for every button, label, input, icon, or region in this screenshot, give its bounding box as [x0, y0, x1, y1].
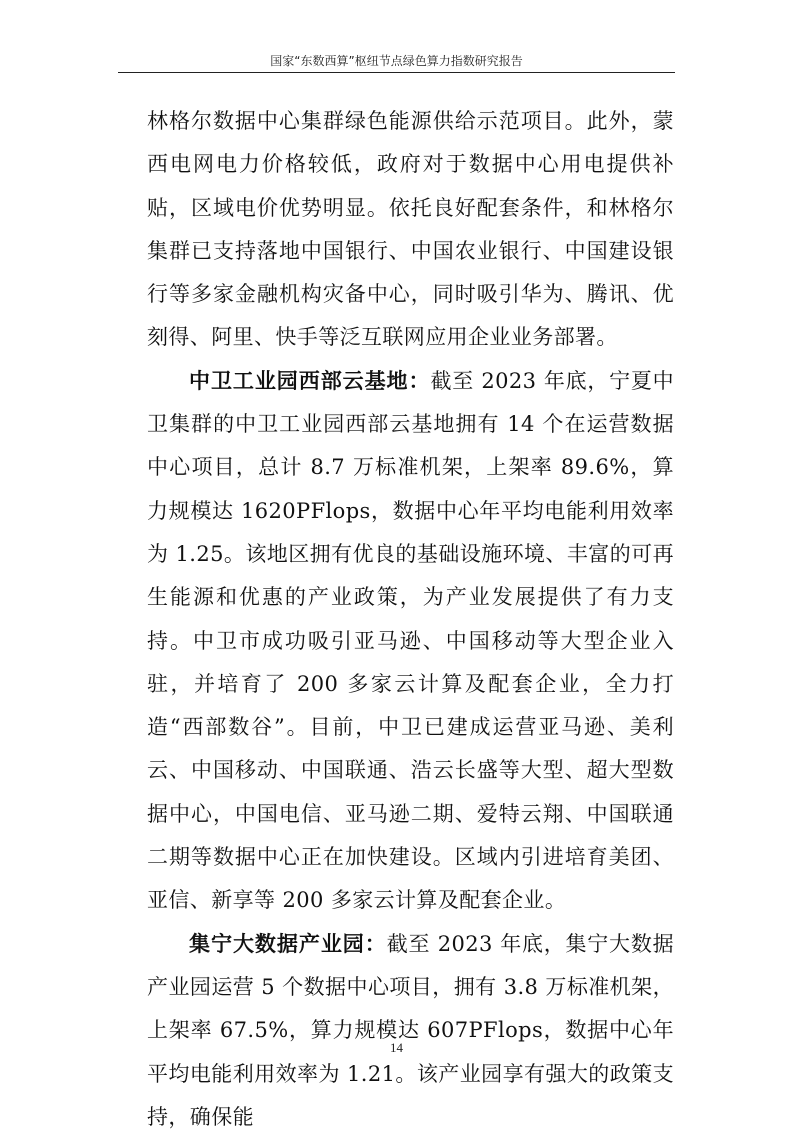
paragraph-lead-heading: 中卫工业园西部云基地：	[189, 368, 431, 393]
paragraph-lead-heading: 集宁大数据产业园：	[189, 931, 387, 956]
paragraph-continuation	[147, 100, 674, 360]
paragraph-zhongwei	[147, 360, 674, 923]
paragraph-text: 林格尔数据中心集群绿色能源供给示范项目。此外，蒙西电网电力价格较低，政府对于数据中心用电提供补贴，区域电价优势明显。依托良好配套条件，和林格尔集群已支持落地中国银行、中国农业银行、中国建设银行等多家金融机构灾备中心，同时吸引华为、腾讯、优刻得、阿里、快手等泛互联网应用企业业务部署。	[147, 109, 674, 350]
body-text	[147, 100, 674, 1139]
paragraph-text: 截至 2023 年底，集宁大数据产业园运营 5 个数据中心项目，拥有 3.8 万标准机架，上架率 67.5%，算力规模达 607PFlops，数据中心年平均电能利用效率为 1.21。该产业园享有强大的政策支持，确保能	[147, 931, 674, 1129]
header-rule	[118, 72, 675, 73]
page-header: 国家“东数西算”枢纽节点绿色算力指数研究报告	[270, 54, 523, 68]
page-number: 14	[390, 1040, 403, 1055]
paragraph-jining	[147, 923, 674, 1139]
paragraph-text: 截至 2023 年底，宁夏中卫集群的中卫工业园西部云基地拥有 14 个在运营数据中心项目，总计 8.7 万标准机架，上架率 89.6%，算力规模达 1620PFlops，数据中心年平均电能利用效率为 1.25。该地区拥有优良的基础设施环境、丰富的可再生能源和优惠的产业政策，为产业发展提供了有力支持。中卫市成功吸引亚马逊、中国移动等大型企业入驻，并培育了 200 多家云计算及配套企业，全力打造“西部数谷”。目前，中卫已建成运营亚马逊、美利云、中国移动、中国联通、浩云长盛等大型、超大型数据中心，中国电信、亚马逊二期、爱特云翔、中国联通二期等数据中心正在加快建设。区域内引进培育美团、亚信、新享等 200 多家云计算及配套企业。	[147, 368, 674, 913]
